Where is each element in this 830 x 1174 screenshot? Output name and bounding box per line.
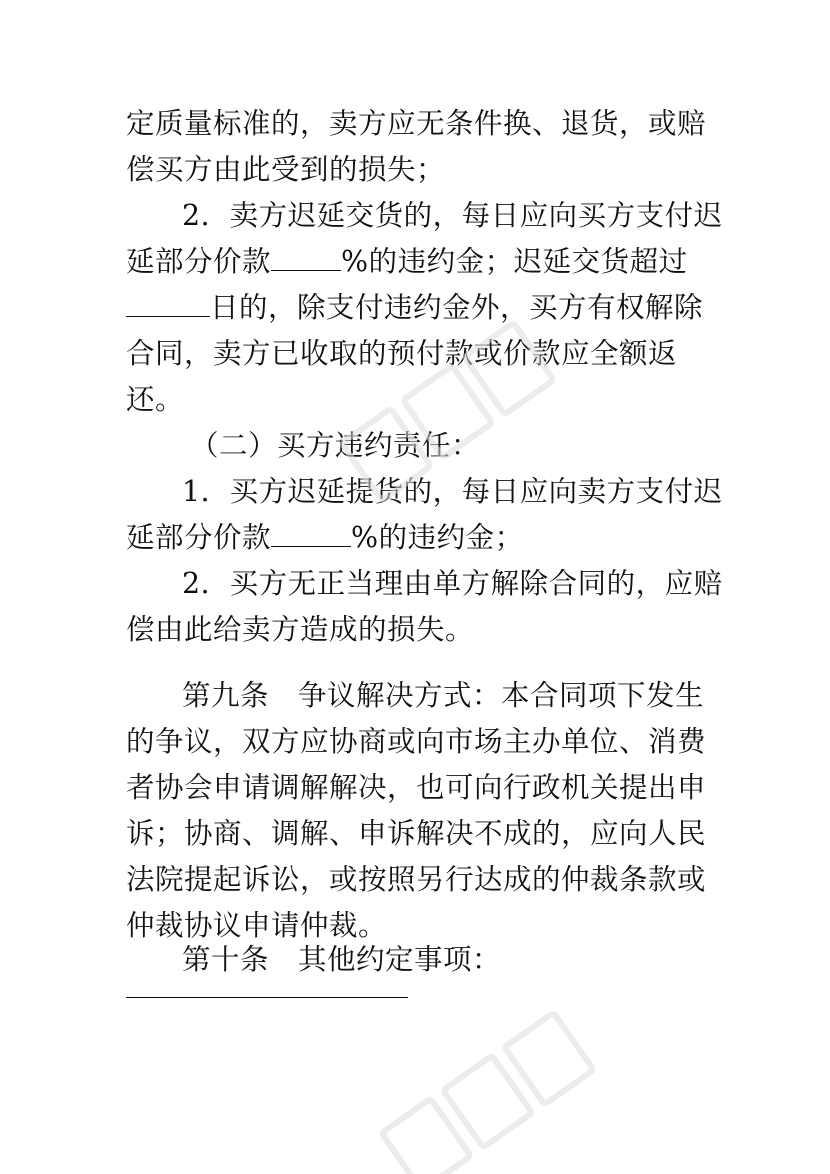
article-heading: 第九条 争议解决方式：本合同项下发生 bbox=[182, 679, 705, 712]
fill-in-blank bbox=[126, 290, 210, 317]
text-segment: %的违约金； bbox=[351, 521, 524, 554]
text-line: 2．买方无正当理由单方解除合同的，应赔 bbox=[182, 567, 723, 600]
fill-in-blank bbox=[271, 244, 341, 271]
section-heading: （二）买方违约责任： bbox=[190, 429, 481, 462]
text-line bbox=[126, 288, 703, 328]
text-line: 定质量标准的，卖方应无条件换、退货，或赔 bbox=[126, 107, 707, 140]
text-segment: 延部分价款 bbox=[126, 521, 272, 554]
text-line: 偿买方由此受到的损失； bbox=[126, 153, 446, 186]
text-segment: %的违约金；迟延交货超过 bbox=[341, 245, 688, 278]
text-line: 仲裁协议申请仲裁。 bbox=[126, 909, 388, 942]
text-line: 法院提起诉讼，或按照另行达成的仲裁条款或 bbox=[126, 863, 707, 896]
text-segment: 日的，除支付违约金外，买方有权解除 bbox=[210, 291, 704, 324]
text-line: 合同，卖方已收取的预付款或价款应全额返 bbox=[126, 337, 678, 370]
text-line: 者协会申请调解解决，也可向行政机关提出申 bbox=[126, 771, 707, 804]
text-line bbox=[126, 242, 688, 282]
text-line bbox=[126, 518, 524, 558]
text-line: 诉；协商、调解、申诉解决不成的，应向人民 bbox=[126, 817, 707, 850]
text-segment: 延部分价款 bbox=[126, 245, 272, 278]
text-line: 2．卖方迟延交货的，每日应向买方支付迟 bbox=[182, 199, 723, 232]
signature-underline bbox=[126, 997, 408, 998]
text-line: 偿由此给卖方造成的损失。 bbox=[126, 613, 475, 646]
text-line: 还。 bbox=[126, 383, 185, 416]
text-line: 的争议，双方应协商或向市场主办单位、消费 bbox=[126, 725, 707, 758]
text-line: 1．买方迟延提货的，每日应向卖方支付迟 bbox=[182, 475, 723, 508]
fill-in-blank bbox=[271, 520, 351, 547]
article-heading: 第十条 其他约定事项： bbox=[182, 943, 502, 976]
